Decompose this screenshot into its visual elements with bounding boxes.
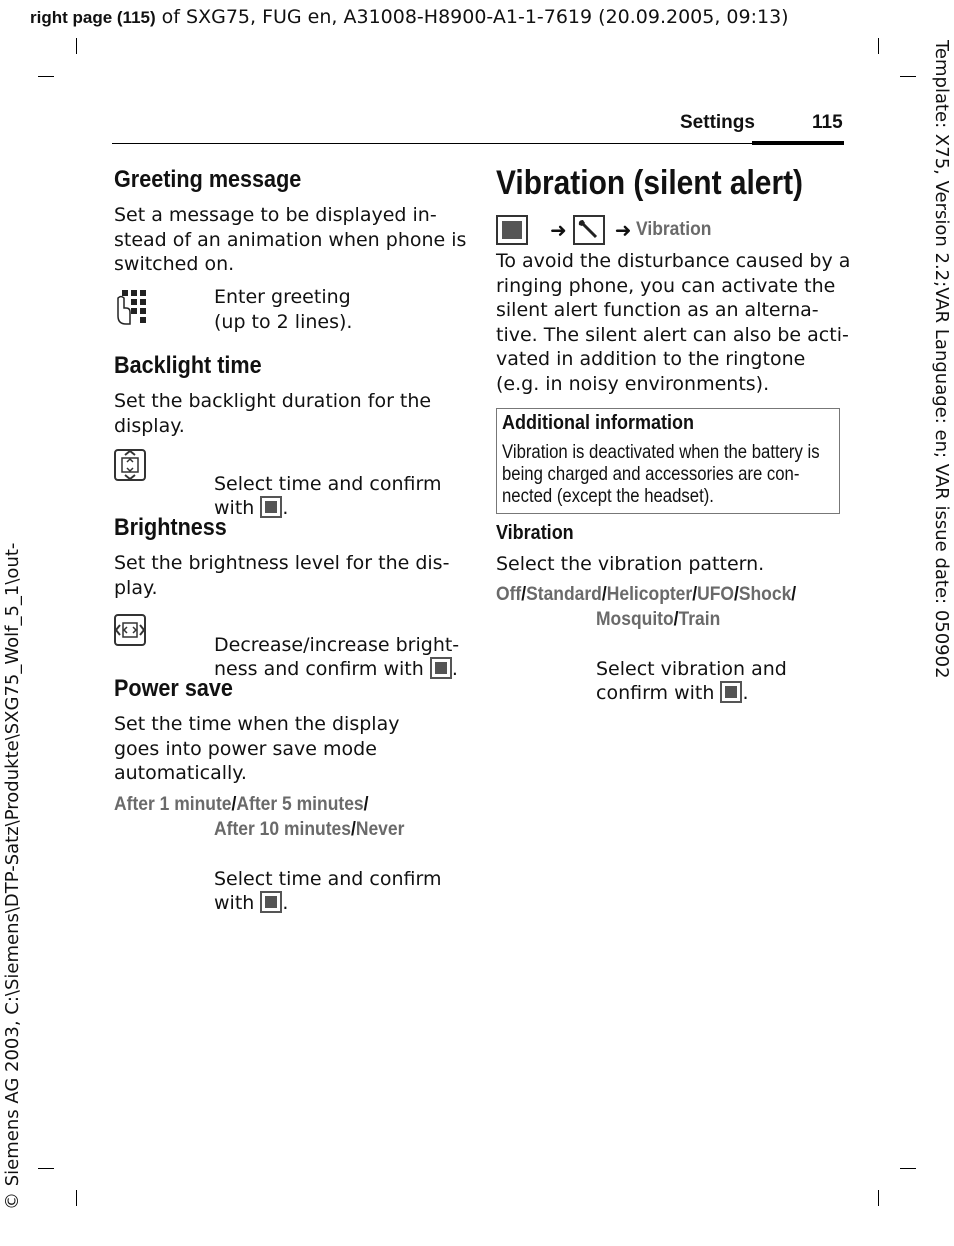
softkey-icon: [430, 657, 452, 679]
header-rule: [112, 143, 844, 144]
heading-power-save: Power save: [114, 675, 233, 702]
greeting-step: Enter greeting (up to 2 lines).: [214, 286, 353, 333]
nav-up-down-icon: [114, 449, 146, 485]
keypad-icon: [114, 288, 152, 326]
backlight-text: Set the backlight duration for the display.: [114, 390, 432, 437]
power-save-options-line1: After 1 minute/After 5 minutes/: [114, 794, 369, 815]
menu-path: [496, 214, 718, 246]
power-save-step: Select time and confirm with .: [214, 867, 442, 914]
crop-mark: [878, 1190, 879, 1206]
heading-backlight: Backlight time: [114, 352, 262, 379]
softkey-icon: [260, 496, 282, 518]
page-number-bar: [752, 141, 844, 145]
vibration-step: Select vibration and confirm with .: [596, 657, 787, 704]
crop-mark: [900, 1168, 916, 1169]
heading-greeting: Greeting message: [114, 166, 302, 193]
menu-key-icon: [496, 215, 528, 245]
print-info-rest: of SXG75, FUG en, A31008-H8900-A1-1-7619 (20.09.2005, 09:13): [155, 6, 789, 28]
heading-brightness: Brightness: [114, 514, 227, 541]
vibration-sub-text: Select the vibration pattern.: [496, 553, 765, 575]
info-box-title: Additional information: [502, 412, 694, 434]
info-box-text: Vibration is deactivated when the battery is being charged and accessories are con- nected (except the headset).: [502, 442, 820, 507]
print-info-bold: right page (115): [30, 8, 156, 27]
nav-left-right-icon: [114, 614, 146, 650]
crop-mark: [878, 38, 879, 54]
sub-heading-vibration: Vibration: [496, 522, 574, 544]
power-save-text: Set the time when the display goes into power save mode automatically.: [114, 713, 400, 784]
crop-mark: [38, 76, 54, 77]
softkey-icon: [720, 681, 742, 703]
softkey-icon: [260, 891, 282, 913]
crop-mark: [76, 1190, 77, 1206]
copyright-path: © Siemens AG 2003, C:\Siemens\DTP-Satz\Produkte\SXG75_Wolf_5_1\out-: [2, 542, 23, 1210]
vibration-text: To avoid the disturbance caused by a ringing phone, you can activate the silent alert function as an alterna- tive. The silent alert can also be acti- vated in addition to the ringtone (e.g. in noisy environments).: [496, 250, 851, 395]
page-number: 115: [812, 112, 843, 133]
heading-vibration: Vibration (silent alert): [496, 164, 804, 202]
brightness-text: Set the brightness level for the dis- play.: [114, 552, 450, 599]
arrow-right-icon: ➜: [614, 218, 632, 242]
backlight-step: Select time and confirm with .: [214, 472, 442, 519]
crop-mark: [900, 76, 916, 77]
greeting-text: Set a message to be displayed in- stead of an animation when phone is switched on.: [114, 204, 467, 275]
menu-path-vibration: Vibration: [635, 219, 711, 240]
settings-wrench-icon: [573, 215, 605, 245]
brightness-step: Decrease/increase bright- ness and confirm with .: [214, 633, 460, 680]
arrow-right-icon: ➜: [550, 218, 567, 242]
print-info-line: [30, 6, 789, 28]
crop-mark: [76, 38, 77, 54]
running-header-title: Settings: [680, 112, 755, 133]
vibration-options-line2: Mosquito/Train: [596, 609, 721, 630]
template-info: Template: X75, Version 2.2;VAR Language: en; VAR issue date: 050902: [931, 40, 952, 679]
vibration-options-line1: Off/Standard/Helicopter/UFO/Shock/: [496, 584, 797, 605]
power-save-options-line2: After 10 minutes/Never: [214, 819, 405, 840]
crop-mark: [38, 1168, 54, 1169]
